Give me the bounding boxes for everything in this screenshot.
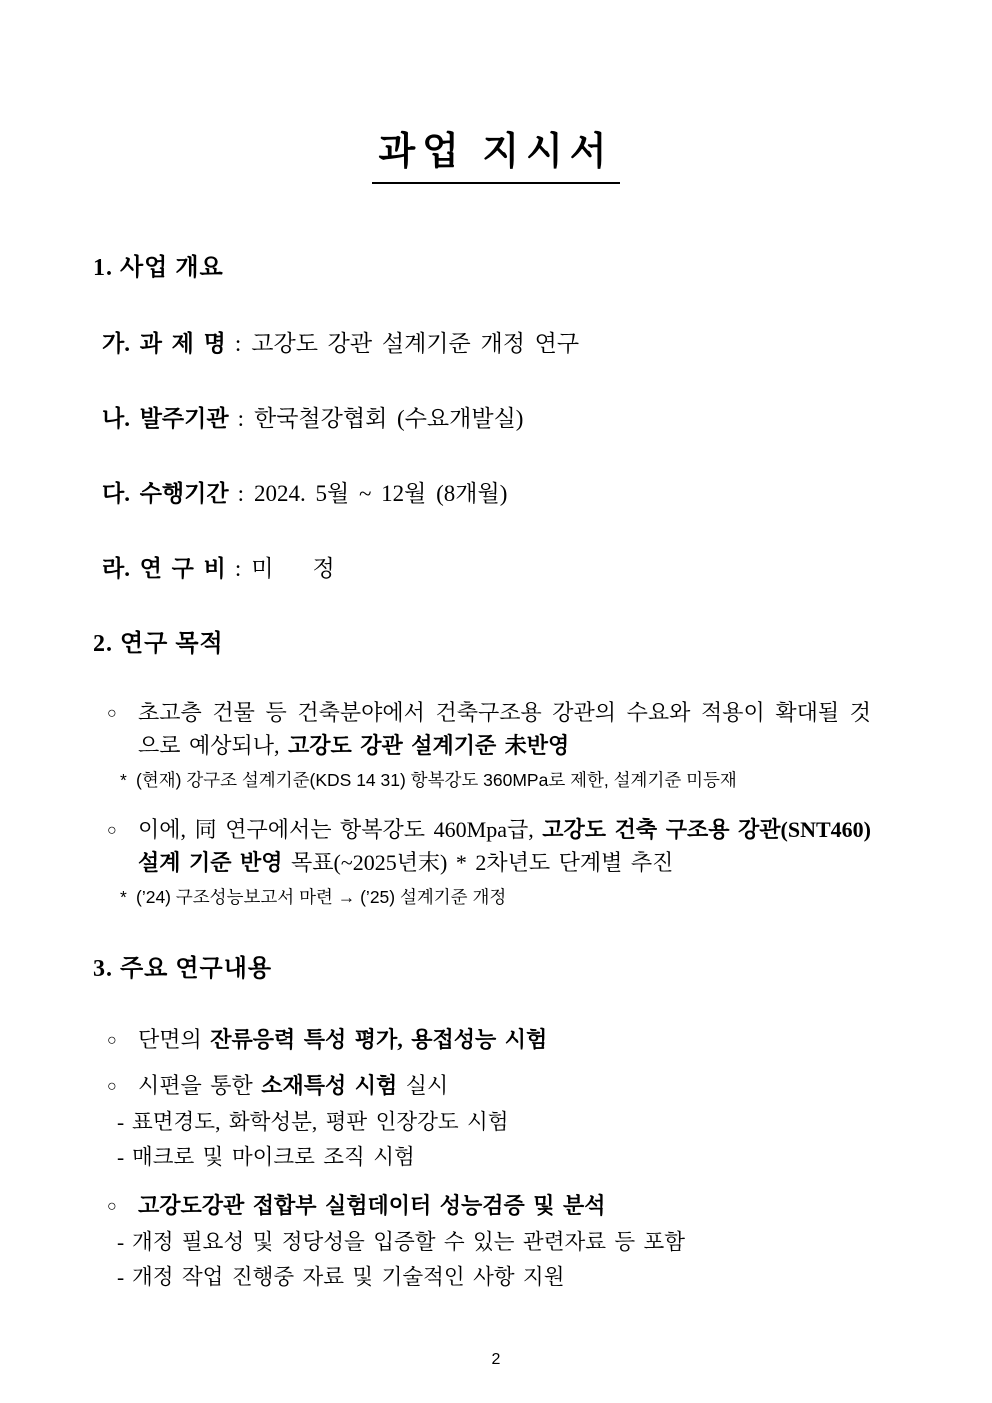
item-colon: :: [234, 331, 242, 356]
bullet-text-bold: 고강도 건축 구조용 강관(SNT460) 설계 기준 반영: [138, 817, 871, 875]
item-value: 고강도 강관 설계기준 개정 연구: [251, 331, 580, 356]
dash-icon: -: [117, 1265, 125, 1289]
item-value: 한국철강협회 (수요개발실): [253, 406, 524, 431]
document-body: [93, 252, 873, 1292]
item-colon: :: [237, 481, 244, 506]
bullet-text-normal: 실시: [397, 1073, 449, 1098]
dash-icon: -: [117, 1110, 125, 1134]
section-heading: 1. 사업 개요: [93, 255, 224, 281]
bullet-item: [107, 813, 873, 879]
footnote: [120, 885, 873, 909]
bullet-text-bold: 고강도 강관 설계기준 未반영: [288, 733, 570, 758]
dash-text: 매크로 및 마이크로 조직 시험: [132, 1145, 415, 1169]
overview-item-ordering-org: [102, 404, 873, 434]
footnote-text: (현재) 강구조 설계기준(KDS 14 31) 항복강도 360MPa로 제한, 설계기준 미등재: [136, 770, 737, 790]
bullet-item: [107, 1023, 873, 1056]
bullet-item: [107, 696, 873, 762]
title-area: [0, 0, 992, 184]
page-footer: [0, 1351, 992, 1369]
dash-sub-item: [117, 1263, 873, 1292]
circle-bullet-icon: ○: [107, 1198, 117, 1215]
bullet-text-bold: 잔류응력 특성 평가, 용접성능 시험: [210, 1027, 548, 1052]
overview-item-period: [102, 479, 873, 509]
bullet-item: [107, 1189, 873, 1222]
circle-bullet-icon: ○: [107, 705, 117, 722]
bullet-text-bold: 고강도강관 접합부 실험데이터 성능검증 및 분석: [138, 1193, 606, 1218]
dash-sub-item: [117, 1143, 873, 1172]
bullet-text-normal: 목표(~2025년末) * 2차년도 단계별 추진: [282, 850, 674, 875]
section-purpose: [93, 628, 873, 909]
bullet-item: [107, 1069, 873, 1102]
overview-item-budget: [102, 554, 873, 584]
bullet-text: [138, 813, 871, 879]
page-title: 과업 지시서: [372, 120, 619, 184]
item-value: 미 정: [251, 556, 335, 581]
dash-icon: -: [117, 1230, 125, 1254]
dash-text: 표면경도, 화학성분, 평판 인장강도 시험: [132, 1110, 509, 1134]
section-contents: [93, 953, 873, 1292]
circle-bullet-icon: ○: [107, 822, 117, 839]
section-overview: [93, 252, 873, 584]
bullet-text: [138, 1069, 871, 1102]
dash-text: 개정 필요성 및 정당성을 입증할 수 있는 관련자료 등 포함: [132, 1230, 686, 1254]
circle-bullet-icon: ○: [107, 1032, 117, 1049]
section-heading: 3. 주요 연구내용: [93, 956, 273, 982]
item-label: 나. 발주기관: [102, 406, 229, 431]
dash-icon: -: [117, 1145, 125, 1169]
asterisk-icon: *: [120, 770, 127, 790]
bullet-text-bold: 소재특성 시험: [261, 1073, 398, 1098]
footnote-text: (’24) 구조성능보고서 마련 → (’25) 설계기준 개정: [136, 887, 507, 907]
section-heading: 2. 연구 목적: [93, 631, 224, 657]
footnote: [120, 768, 873, 792]
bullet-text: [138, 1023, 871, 1056]
circle-bullet-icon: ○: [107, 1078, 117, 1095]
bullet-text-normal: 이에, 同 연구에서는 항복강도 460Mpa급,: [138, 817, 543, 842]
dash-sub-item: [117, 1228, 873, 1257]
dash-text: 개정 작업 진행중 자료 및 기술적인 사항 지원: [132, 1265, 565, 1289]
dash-sub-item: [117, 1108, 873, 1137]
bullet-text-normal: 시편을 통한: [138, 1073, 262, 1098]
bullet-text-normal: 초고층 건물 등 건축분야에서 건축구조용 강관의 수요와 적용이 확대될 것으로 예상되나,: [138, 700, 871, 758]
item-colon: :: [237, 406, 244, 431]
overview-item-project-name: [102, 329, 873, 359]
bullet-text-normal: 단면의: [138, 1027, 211, 1052]
item-label: 다. 수행기간: [102, 481, 229, 506]
item-label: 가. 과 제 명: [102, 331, 226, 356]
item-colon: :: [234, 556, 242, 581]
item-value: 2024. 5월 ~ 12월 (8개월): [253, 481, 508, 506]
page-number: 2: [491, 1351, 501, 1368]
bullet-text: [138, 1189, 871, 1222]
item-label: 라. 연 구 비: [102, 556, 226, 581]
asterisk-icon: *: [120, 887, 127, 907]
bullet-text: [138, 696, 871, 762]
